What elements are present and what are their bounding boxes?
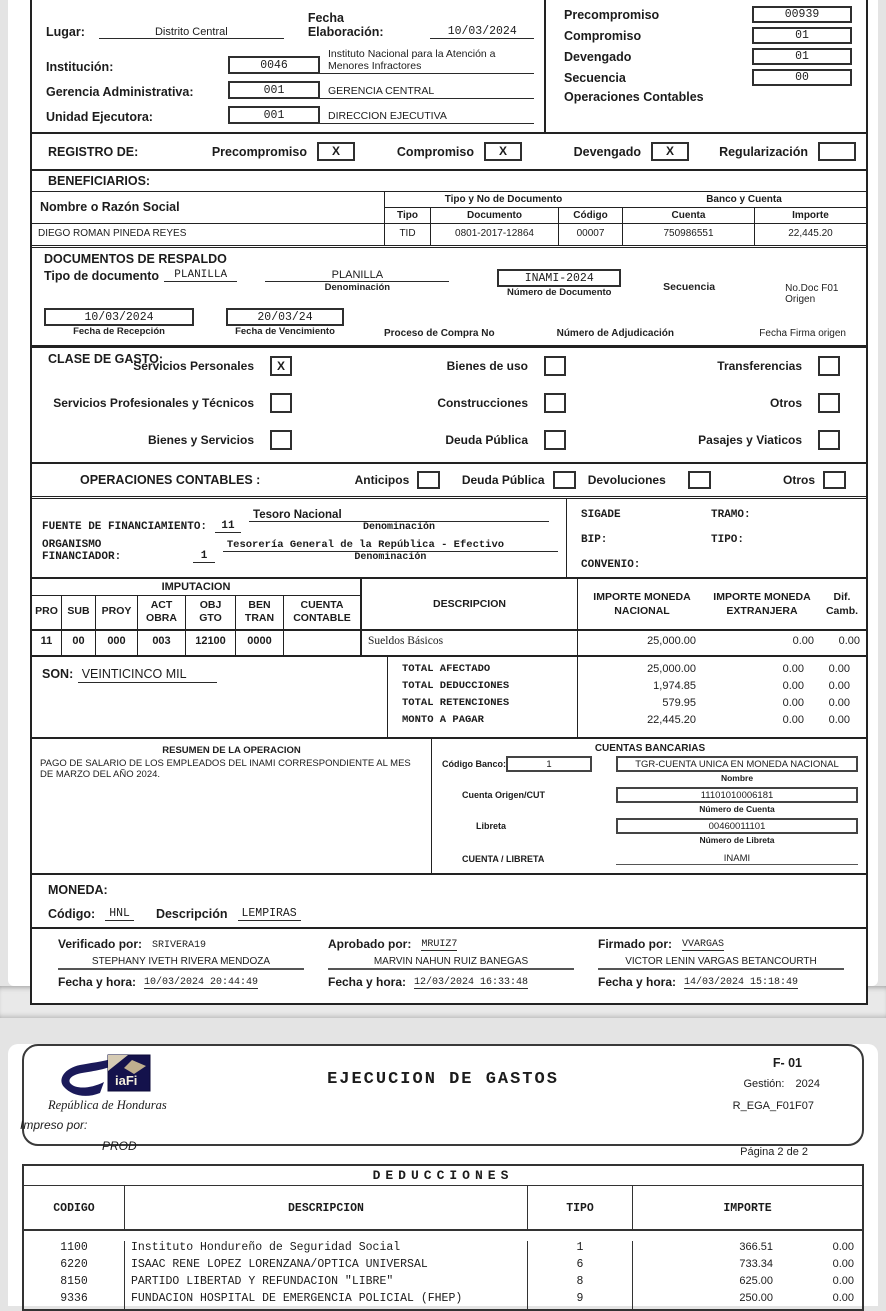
gestion-value: 2024 <box>795 1078 820 1090</box>
clase-transferencias-checkbox[interactable] <box>818 356 840 376</box>
registro-compromiso-label: Compromiso <box>396 144 474 159</box>
operaciones-contables-section <box>32 464 866 499</box>
col-pro: PRO <box>32 596 62 631</box>
total-retenciones-row <box>578 697 866 714</box>
deduccion-row <box>24 1258 862 1275</box>
devengado-value[interactable]: 01 <box>752 48 852 65</box>
clase-gasto-title: CLASE DE GASTO: <box>48 352 164 366</box>
compromiso-label: Compromiso <box>564 28 642 43</box>
proceso-compra-label: Proceso de Compra No <box>384 328 495 339</box>
documentos-respaldo-section <box>32 248 866 348</box>
fecha-recepcion-value[interactable]: 10/03/2024 <box>44 308 194 326</box>
ded-col-importe: IMPORTE <box>632 1186 862 1229</box>
numero-libreta-label: Número de Libreta <box>699 835 775 846</box>
total-deducciones-extranjera: 0.00 <box>782 680 804 693</box>
cuenta-libreta-value: INAMI <box>616 853 858 865</box>
total-afectado-nacional: 25,000.00 <box>647 663 696 676</box>
numero-adjudicacion-label: Número de Adjudicación <box>556 328 675 339</box>
deduccion-descripcion: ISAAC RENE LOPEZ LORENZANA/OPTICA UNIVERSAL <box>124 1258 527 1275</box>
clase-deuda-publica-label: Deuda Pública <box>445 433 528 447</box>
tipo-documento-value[interactable]: PLANILLA <box>164 269 238 282</box>
impreso-por-value: PROD <box>102 1139 137 1153</box>
fecha-elaboracion-value[interactable]: 10/03/2024 <box>430 25 534 39</box>
deduccion-row <box>24 1292 862 1309</box>
imputacion-table <box>32 577 866 657</box>
institucion-label: Institución: <box>46 60 114 74</box>
clase-servicios-profesionales-checkbox[interactable] <box>270 393 292 413</box>
col-act-obra: ACT OBRA <box>138 596 186 631</box>
organismo-name: Tesorería General de la República - Efectivo <box>223 539 558 552</box>
imputacion-sub: 00 <box>62 631 96 655</box>
deduccion-tipo: 1 <box>527 1241 632 1258</box>
lugar-value[interactable]: Distrito Central <box>99 26 284 39</box>
col-codigo: Código <box>558 208 622 224</box>
fuente-code[interactable]: 11 <box>215 520 241 533</box>
oper-anticipos-label: Anticipos <box>354 473 410 487</box>
ded-col-codigo: CODIGO <box>53 1202 95 1215</box>
beneficiarios-table <box>32 192 866 248</box>
total-retenciones-dif: 0.00 <box>828 697 850 710</box>
report-code: R_EGA_F01F07 <box>732 1100 814 1112</box>
clase-bienes-uso-label: Bienes de uso <box>446 359 528 373</box>
convenio-label: CONVENIO: <box>581 559 641 571</box>
bip-label: BIP: <box>581 534 608 546</box>
total-deducciones-dif: 0.00 <box>828 680 850 693</box>
deduccion-importe2: 0.00 <box>832 1292 854 1304</box>
resumen-cuentas-section <box>32 739 866 875</box>
report-title: EJECUCION DE GASTOS <box>327 1070 559 1089</box>
clase-pasajes-viaticos-label: Pasajes y Viaticos <box>698 433 802 447</box>
monto-a-pagar-row <box>578 714 866 731</box>
clase-otros-label: Otros <box>769 396 802 410</box>
registro-compromiso-checkbox[interactable]: X <box>484 142 522 161</box>
imputacion-dif-camb: 0.00 <box>838 635 860 648</box>
ded-col-tipo: TIPO <box>527 1186 632 1229</box>
secuencia-resp-label: Secuencia <box>663 281 716 293</box>
verificado-fecha-label: Fecha y hora: <box>58 975 137 990</box>
imputacion-obj-gto: 12100 <box>186 631 236 655</box>
verificado-por-label: Verificado por: <box>58 937 143 952</box>
monto-a-pagar-extranjera: 0.00 <box>782 714 804 727</box>
cuenta-libreta-label: CUENTA / LIBRETA <box>462 854 545 865</box>
clase-bienes-uso-checkbox[interactable] <box>544 356 566 376</box>
col-dif-camb: Dif. Camb. <box>818 579 866 631</box>
document-page-2 <box>8 1044 878 1306</box>
beneficiario-tipo: TID <box>384 224 430 245</box>
deduccion-row <box>24 1275 862 1292</box>
beneficiario-importe: 22,445.20 <box>754 224 866 245</box>
denominacion-label: Denominación <box>324 282 391 293</box>
deduccion-tipo: 8 <box>527 1275 632 1292</box>
compromiso-value[interactable]: 01 <box>752 27 852 44</box>
unidad-name: DIRECCION EJECUTIVA <box>320 108 534 124</box>
clase-pasajes-viaticos-checkbox[interactable] <box>818 430 840 450</box>
clase-gasto-section <box>32 348 866 464</box>
deduccion-tipo: 9 <box>527 1292 632 1309</box>
col-obj-gto: OBJ GTO <box>186 596 236 631</box>
organismo-code[interactable]: 1 <box>193 550 215 563</box>
beneficiario-nombre: DIEGO ROMAN PINEDA REYES <box>38 228 187 239</box>
ejecucion-gastos-form <box>30 0 868 1005</box>
resumen-title: RESUMEN DE LA OPERACION <box>162 745 301 757</box>
institucion-name: Instituto Nacional para la Atención a Menores Infractores <box>320 46 534 74</box>
verificado-usuario: SRIVERA19 <box>152 940 207 952</box>
header-counters <box>544 0 866 132</box>
col-cuenta: Cuenta <box>622 208 754 224</box>
deduccion-importe2: 0.00 <box>832 1258 854 1270</box>
total-retenciones-nacional: 579.95 <box>662 697 696 710</box>
firmado-usuario: VVARGAS <box>682 939 725 951</box>
deduccion-codigo: 8150 <box>60 1275 88 1288</box>
document-page-1 <box>8 0 878 990</box>
aprobado-por-label: Aprobado por: <box>328 937 412 952</box>
imputacion-act-obra: 003 <box>138 631 186 655</box>
page2-header-box <box>20 1044 864 1158</box>
deduccion-descripcion: FUNDACION HOSPITAL DE EMERGENCIA POLICIAL (FHEP) <box>124 1292 527 1309</box>
moneda-title: MONEDA: <box>48 883 108 898</box>
total-deducciones-row <box>578 680 866 697</box>
financiamiento-section <box>32 499 866 577</box>
oper-devoluciones-label: Devoluciones <box>587 473 666 487</box>
precompromiso-value[interactable]: 00939 <box>752 6 852 23</box>
moneda-descripcion-value[interactable]: LEMPIRAS <box>238 907 301 921</box>
organismo-financiador-label: ORGANISMO FINANCIADOR: <box>42 539 122 563</box>
deduccion-importe: 625.00 <box>739 1275 773 1287</box>
oper-otros-label: Otros <box>782 473 815 487</box>
col-cuenta-contable: CUENTA CONTABLE <box>284 596 362 631</box>
clase-servicios-profesionales-label: Servicios Profesionales y Técnicos <box>53 396 254 410</box>
col-documento: Documento <box>430 208 558 224</box>
deduccion-importe2: 0.00 <box>832 1275 854 1287</box>
col-importe-extranjera: IMPORTE MONEDA EXTRANJERA <box>706 579 818 631</box>
col-descripcion: DESCRIPCION <box>362 579 578 631</box>
respaldo-title: DOCUMENTOS DE RESPALDO <box>44 252 227 266</box>
clase-servicios-personales-label: Servicios Personales <box>133 359 254 373</box>
clase-deuda-publica-checkbox[interactable] <box>544 430 566 450</box>
firmado-nombre: VICTOR LENIN VARGAS BETANCOURTH <box>598 951 844 970</box>
beneficiario-codigo: 00007 <box>558 224 622 245</box>
cuenta-nombre-label: Nombre <box>720 773 754 784</box>
operaciones-contables-label: Operaciones Contables <box>564 90 704 104</box>
numero-documento-value[interactable]: INAMI-2024 <box>497 269 621 287</box>
total-retenciones-label: TOTAL RETENCIONES <box>402 697 510 710</box>
firmado-fecha: 14/03/2024 15:18:49 <box>684 977 799 989</box>
registro-precompromiso-checkbox[interactable]: X <box>317 142 355 161</box>
unidad-code[interactable]: 001 <box>228 106 320 124</box>
header-left <box>32 0 544 132</box>
codigo-banco-label: Código Banco: <box>442 759 506 770</box>
operaciones-title: OPERACIONES CONTABLES : <box>80 473 261 487</box>
deducciones-title: DEDUCCIONES <box>24 1166 862 1186</box>
imputacion-importe-extranjera: 0.00 <box>792 635 814 648</box>
registro-devengado-checkbox[interactable]: X <box>651 142 689 161</box>
oper-anticipos-checkbox[interactable] <box>417 471 440 489</box>
deduccion-codigo: 1100 <box>60 1241 88 1254</box>
fuente-name: Tesoro Nacional <box>249 509 549 522</box>
devengado-label: Devengado <box>564 49 632 64</box>
gestion-label: Gestión: <box>743 1078 785 1090</box>
cuentas-bancarias-title: CUENTAS BANCARIAS <box>594 743 706 755</box>
denominacion-value[interactable]: PLANILLA <box>265 269 449 282</box>
registro-regularizacion-checkbox[interactable] <box>818 142 856 161</box>
imputacion-cuenta-contable <box>284 631 362 655</box>
son-label: SON: <box>42 667 74 682</box>
oper-deuda-publica-label: Deuda Pública <box>461 473 545 487</box>
imputacion-descripcion: Sueldos Básicos <box>362 631 578 655</box>
imputacion-importe-nacional: 25,000.00 <box>647 635 696 648</box>
numero-documento-label: Número de Documento <box>506 287 612 298</box>
moneda-codigo-value[interactable]: HNL <box>105 907 134 921</box>
firmas-section <box>32 929 866 1003</box>
col-group-banco-cuenta: Banco y Cuenta <box>622 192 866 208</box>
impreso-por-label: Impreso por: <box>20 1118 88 1132</box>
page-number: Página 2 de 2 <box>736 1146 812 1158</box>
tipo-documento-label: Tipo de documento <box>44 269 160 283</box>
son-value: VEINTICINCO MIL <box>78 667 217 683</box>
deducciones-table <box>22 1164 864 1311</box>
fecha-elaboracion-label: Fecha Elaboración: <box>307 11 384 39</box>
clase-bienes-servicios-checkbox[interactable] <box>270 430 292 450</box>
form-code: F- 01 <box>772 1056 802 1070</box>
oper-deuda-publica-checkbox[interactable] <box>553 471 576 489</box>
clase-bienes-servicios-label: Bienes y Servicios <box>147 433 254 447</box>
resumen-text: PAGO DE SALARIO DE LOS EMPLEADOS DEL INAMI CORRESPONDIENTE AL MES DE MARZO DEL AÑO 2024. <box>40 758 411 781</box>
aprobado-fecha: 12/03/2024 16:33:48 <box>414 977 529 989</box>
fecha-vencimiento-value[interactable]: 20/03/24 <box>226 308 344 326</box>
totales-section <box>32 657 866 739</box>
col-importe-nacional: IMPORTE MONEDA NACIONAL <box>578 579 706 631</box>
tramo-label: TRAMO: <box>711 509 751 521</box>
unidad-label: Unidad Ejecutora: <box>46 110 153 124</box>
monto-a-pagar-nacional: 22,445.20 <box>647 714 696 727</box>
organismo-denominacion-label: Denominación <box>354 552 427 563</box>
moneda-descripcion-label: Descripción <box>155 907 228 922</box>
deduccion-descripcion: PARTIDO LIBERTAD Y REFUNDACION "LIBRE" <box>124 1275 527 1292</box>
secuencia-value[interactable]: 00 <box>752 69 852 86</box>
institucion-code[interactable]: 0046 <box>228 56 320 74</box>
precompromiso-label: Precompromiso <box>564 7 660 22</box>
col-importe: Importe <box>754 208 866 224</box>
ded-col-descripcion: DESCRIPCION <box>124 1186 527 1229</box>
tipo-fin-label: TIPO: <box>711 534 745 546</box>
registro-de-section <box>32 134 866 171</box>
total-retenciones-extranjera: 0.00 <box>782 697 804 710</box>
deduccion-importe: 250.00 <box>739 1292 773 1304</box>
clase-construcciones-checkbox[interactable] <box>544 393 566 413</box>
gestion-row <box>743 1078 820 1090</box>
col-tipo: Tipo <box>384 208 430 224</box>
clase-construcciones-label: Construcciones <box>437 396 528 410</box>
cuenta-origen-value[interactable]: 11101010006181 <box>616 787 858 803</box>
registro-title: REGISTRO DE: <box>48 144 139 159</box>
clase-otros-checkbox[interactable] <box>818 393 840 413</box>
fecha-firma-origen-label: Fecha Firma origen <box>759 328 846 339</box>
deduccion-codigo: 9336 <box>60 1292 88 1305</box>
col-group-tipo-documento: Tipo y No de Documento <box>384 192 622 208</box>
total-afectado-dif: 0.00 <box>828 663 850 676</box>
firma-firmado <box>586 937 856 989</box>
moneda-section <box>32 875 866 929</box>
libreta-label: Libreta <box>476 821 507 832</box>
imputacion-ben-tran: 0000 <box>236 631 284 655</box>
col-nombre-razon-social: Nombre o Razón Social <box>32 192 384 224</box>
deduccion-descripcion: Instituto Hondureño de Seguridad Social <box>124 1241 527 1258</box>
form-header-section <box>32 0 866 134</box>
total-deducciones-label: TOTAL DEDUCCIONES <box>402 680 510 693</box>
fecha-vencimiento-label: Fecha de Vencimiento <box>235 326 335 337</box>
sigade-label: SIGADE <box>581 509 621 521</box>
total-afectado-row <box>578 663 866 680</box>
beneficiario-documento: 0801-2017-12864 <box>430 224 558 245</box>
codigo-banco-value[interactable]: 1 <box>506 756 592 772</box>
lugar-label: Lugar: <box>46 25 85 39</box>
total-afectado-extranjera: 0.00 <box>782 663 804 676</box>
deduccion-codigo: 6220 <box>60 1258 88 1271</box>
cuenta-origen-label: Cuenta Origen/CUT <box>462 790 546 801</box>
fecha-recepcion-label: Fecha de Recepción <box>73 326 165 337</box>
svg-text:iaFi: iaFi <box>115 1073 138 1088</box>
registro-devengado-label: Devengado <box>573 144 641 159</box>
col-ben-tran: BEN TRAN <box>236 596 284 631</box>
deduccion-importe: 733.34 <box>739 1258 773 1270</box>
oper-devoluciones-checkbox[interactable] <box>688 471 711 489</box>
imputacion-proy: 000 <box>96 631 138 655</box>
aprobado-usuario: MRUIZ7 <box>421 939 458 951</box>
gerencia-name: GERENCIA CENTRAL <box>320 83 534 99</box>
deduccion-row <box>24 1241 862 1258</box>
fuente-financiamiento-label: FUENTE DE FINANCIAMIENTO: <box>42 521 208 533</box>
gerencia-code[interactable]: 001 <box>228 81 320 99</box>
beneficiario-cuenta: 750986551 <box>622 224 754 245</box>
republica-honduras-label: República de Honduras <box>48 1098 167 1112</box>
clase-servicios-personales-checkbox[interactable]: X <box>270 356 292 376</box>
moneda-codigo-label: Código: <box>48 907 96 922</box>
monto-a-pagar-label: MONTO A PAGAR <box>402 714 484 727</box>
firmado-por-label: Firmado por: <box>598 937 672 952</box>
verificado-fecha: 10/03/2024 20:44:49 <box>144 977 259 989</box>
deduccion-importe: 366.51 <box>739 1241 773 1253</box>
secuencia-label: Secuencia <box>564 70 626 85</box>
registro-precompromiso-label: Precompromiso <box>211 144 307 159</box>
cuenta-nombre-value[interactable]: TGR-CUENTA UNICA EN MONEDA NACIONAL <box>616 756 858 772</box>
fuente-denominacion-label: Denominación <box>363 522 436 533</box>
registro-regularizacion-label: Regularización <box>719 144 808 159</box>
imputacion-group-title: IMPUTACION <box>32 579 362 596</box>
total-deducciones-nacional: 1,974.85 <box>653 680 696 693</box>
imputacion-pro: 11 <box>32 631 62 655</box>
col-sub: SUB <box>62 596 96 631</box>
oper-otros-checkbox[interactable] <box>823 471 846 489</box>
aprobado-nombre: MARVIN NAHUN RUIZ BANEGAS <box>328 951 574 970</box>
clase-transferencias-label: Transferencias <box>717 359 802 373</box>
beneficiarios-title: BENEFICIARIOS: <box>32 171 866 192</box>
numero-cuenta-label: Número de Cuenta <box>699 804 775 815</box>
firma-verificado <box>46 937 316 989</box>
deduccion-importe2: 0.00 <box>832 1241 854 1253</box>
col-proy: PROY <box>96 596 138 631</box>
monto-a-pagar-dif: 0.00 <box>828 714 850 727</box>
gerencia-label: Gerencia Administrativa: <box>46 85 194 99</box>
libreta-value[interactable]: 00460011101 <box>616 818 858 834</box>
aprobado-fecha-label: Fecha y hora: <box>328 975 407 990</box>
deduccion-tipo: 6 <box>527 1258 632 1275</box>
nodoc-f01-label: No.Doc F01 Origen <box>785 283 839 305</box>
verificado-nombre: STEPHANY IVETH RIVERA MENDOZA <box>58 951 304 970</box>
firmado-fecha-label: Fecha y hora: <box>598 975 677 990</box>
total-afectado-label: TOTAL AFECTADO <box>402 663 491 676</box>
firma-aprobado <box>316 937 586 989</box>
